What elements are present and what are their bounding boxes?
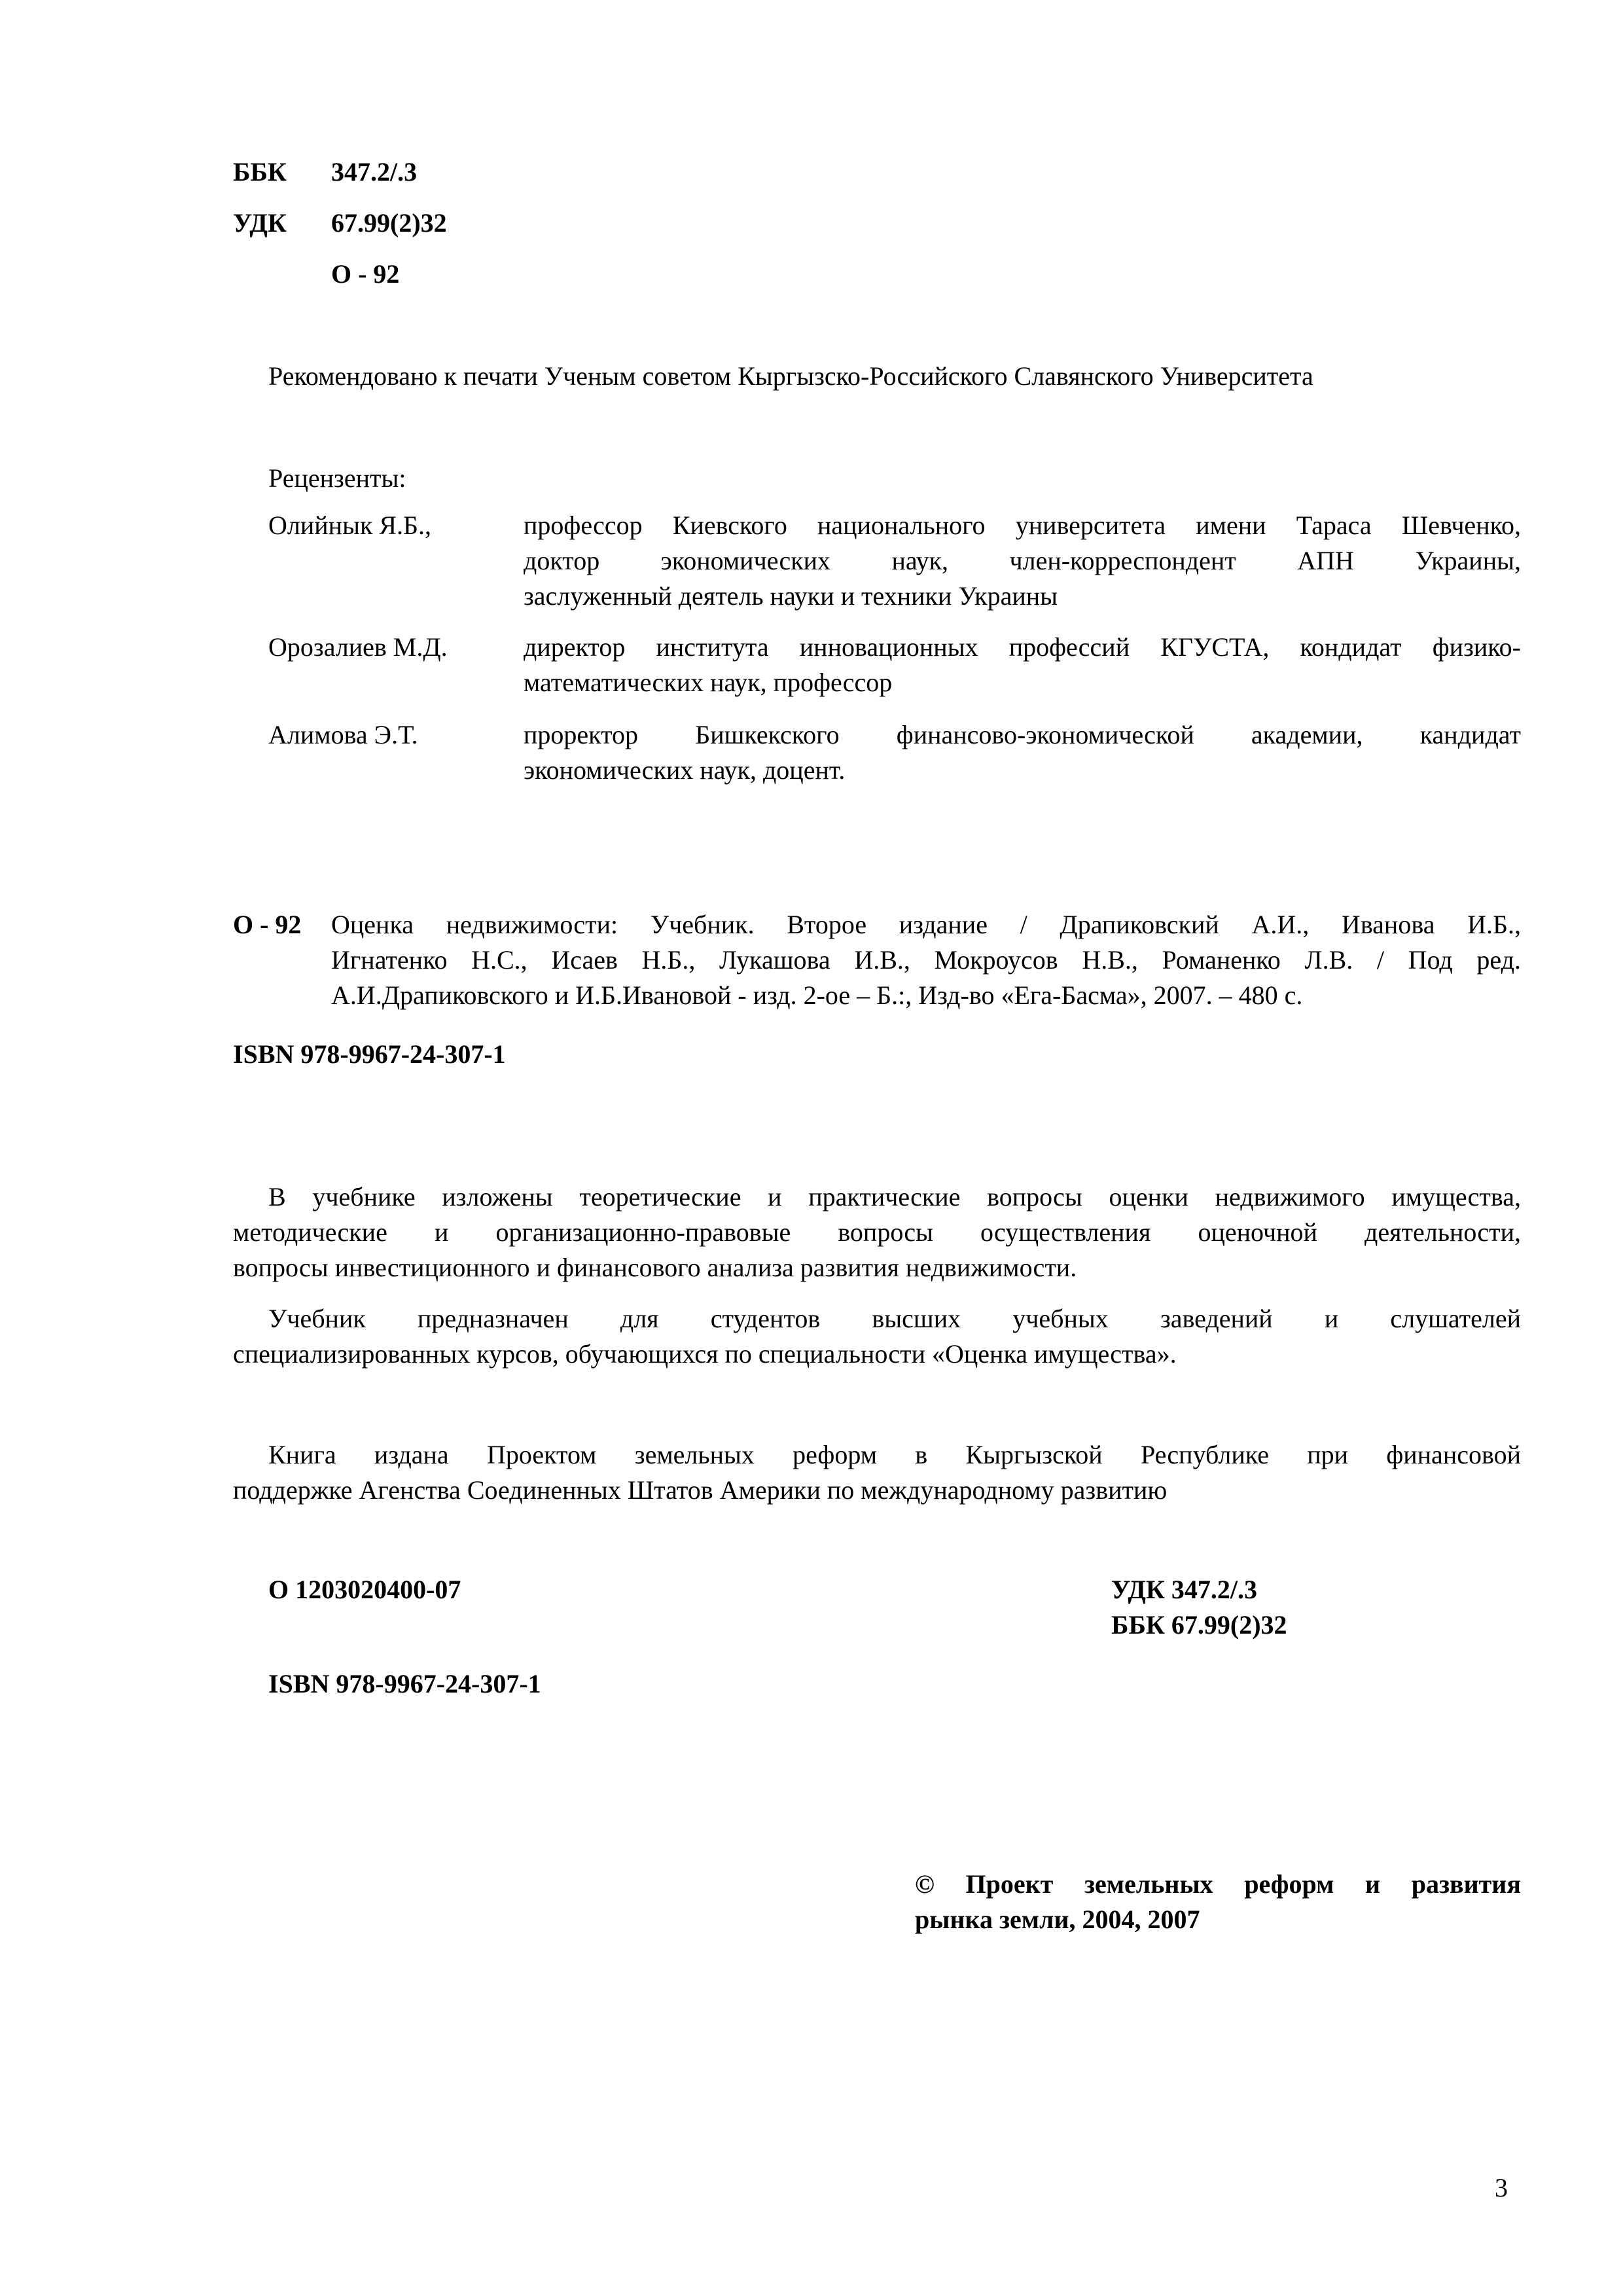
bbk-label: ББК	[233, 157, 287, 187]
catalog-line: Игнатенко Н.С., Исаев Н.Б., Лукашова И.В., Мокроусов Н.В., Романенко Л.В. / Под ред.	[331, 945, 1521, 975]
udk-label: УДК	[233, 208, 287, 238]
reviewer-description-line: экономических наук, доцент.	[524, 755, 846, 785]
annotation-line: вопросы инвестиционного и финансового анализа развития недвижимости.	[233, 1253, 1077, 1282]
reviewer-description-line: доктор экономических наук, член-корреспондент АПН Украины,	[524, 546, 1521, 575]
reviewer-description-line: проректор Бишкекского финансово-экономической академии, кандидат	[524, 720, 1521, 749]
page-number: 3	[1495, 2173, 1508, 2202]
annotation-line: В учебнике изложены теоретические и практические вопросы оценки недвижимого имущества,	[268, 1182, 1521, 1211]
annotation-line: методические и организационно-правовые вопросы осуществления оценочной деятельности,	[233, 1217, 1521, 1247]
imprint-bbk: ББК 67.99(2)32	[1111, 1610, 1287, 1640]
reviewers-heading: Рецензенты:	[268, 463, 406, 493]
udk-value: 67.99(2)32	[331, 208, 447, 238]
reviewer-description	[524, 508, 1521, 614]
catalog-line: А.И.Драпиковского и И.Б.Ивановой - изд. 2-ое – Б.:, Изд-во «Ега-Басма», 2007. – 480 с.	[331, 980, 1303, 1010]
annotation-line: специализированных курсов, обучающихся по специальности «Оценка имущества».	[233, 1339, 1177, 1369]
imprint-udk: УДК 347.2/.3	[1111, 1575, 1257, 1604]
publisher-note-line: поддержке Агенства Соединенных Штатов Америки по международному развитию	[233, 1475, 1168, 1505]
catalog-line: Оценка недвижимости: Учебник. Второе издание / Драпиковский А.И., Иванова И.Б.,	[331, 910, 1521, 939]
annotation-line: Учебник предназначен для студентов высших учебных заведений и слушателей	[268, 1304, 1521, 1333]
bbk-line	[233, 154, 417, 190]
udk-line	[233, 206, 447, 241]
catalog-code: О - 92	[233, 910, 302, 939]
reviewer-description-line: заслуженный деятель науки и техники Украины	[524, 581, 1058, 611]
publisher-note	[233, 1437, 1521, 1508]
reviewer-name: Алимова Э.Т.	[268, 720, 418, 749]
copyright-notice	[915, 1867, 1521, 1937]
annotation-paragraph	[233, 1179, 1521, 1285]
publisher-note-line: Книга издана Проектом земельных реформ в Кыргызской Республике при финансовой	[268, 1440, 1521, 1469]
reviewer-description	[524, 630, 1521, 700]
reviewer-name: Орозалиев М.Д.	[268, 632, 448, 662]
reviewer-description-line: математических наук, профессор	[524, 668, 893, 697]
annotation-paragraph	[233, 1301, 1521, 1372]
bbk-value: 347.2/.3	[331, 157, 418, 187]
recommendation-text: Рекомендовано к печати Ученым советом Кыргызско-Российского Славянского Университета	[268, 361, 1313, 391]
reviewer-name: Олийнык Я.Б.,	[268, 511, 432, 540]
reviewer-description-line: профессор Киевского национального университета имени Тараса Шевченко,	[524, 511, 1521, 540]
catalog-isbn: ISBN 978-9967-24-307-1	[233, 1039, 506, 1069]
imprint-isbn: ISBN 978-9967-24-307-1	[268, 1669, 541, 1698]
copyright-line: рынка земли, 2004, 2007	[915, 1905, 1200, 1934]
catalog-description	[331, 907, 1521, 1013]
reviewer-description-line: директор института инновационных профессий КГУСТА, кондидат физико-	[524, 632, 1521, 662]
reviewer-description	[524, 717, 1521, 788]
imprint-code: О 1203020400-07	[268, 1575, 461, 1604]
author-mark: О - 92	[331, 259, 400, 289]
copyright-line: © Проект земельных реформ и развития	[915, 1869, 1521, 1899]
